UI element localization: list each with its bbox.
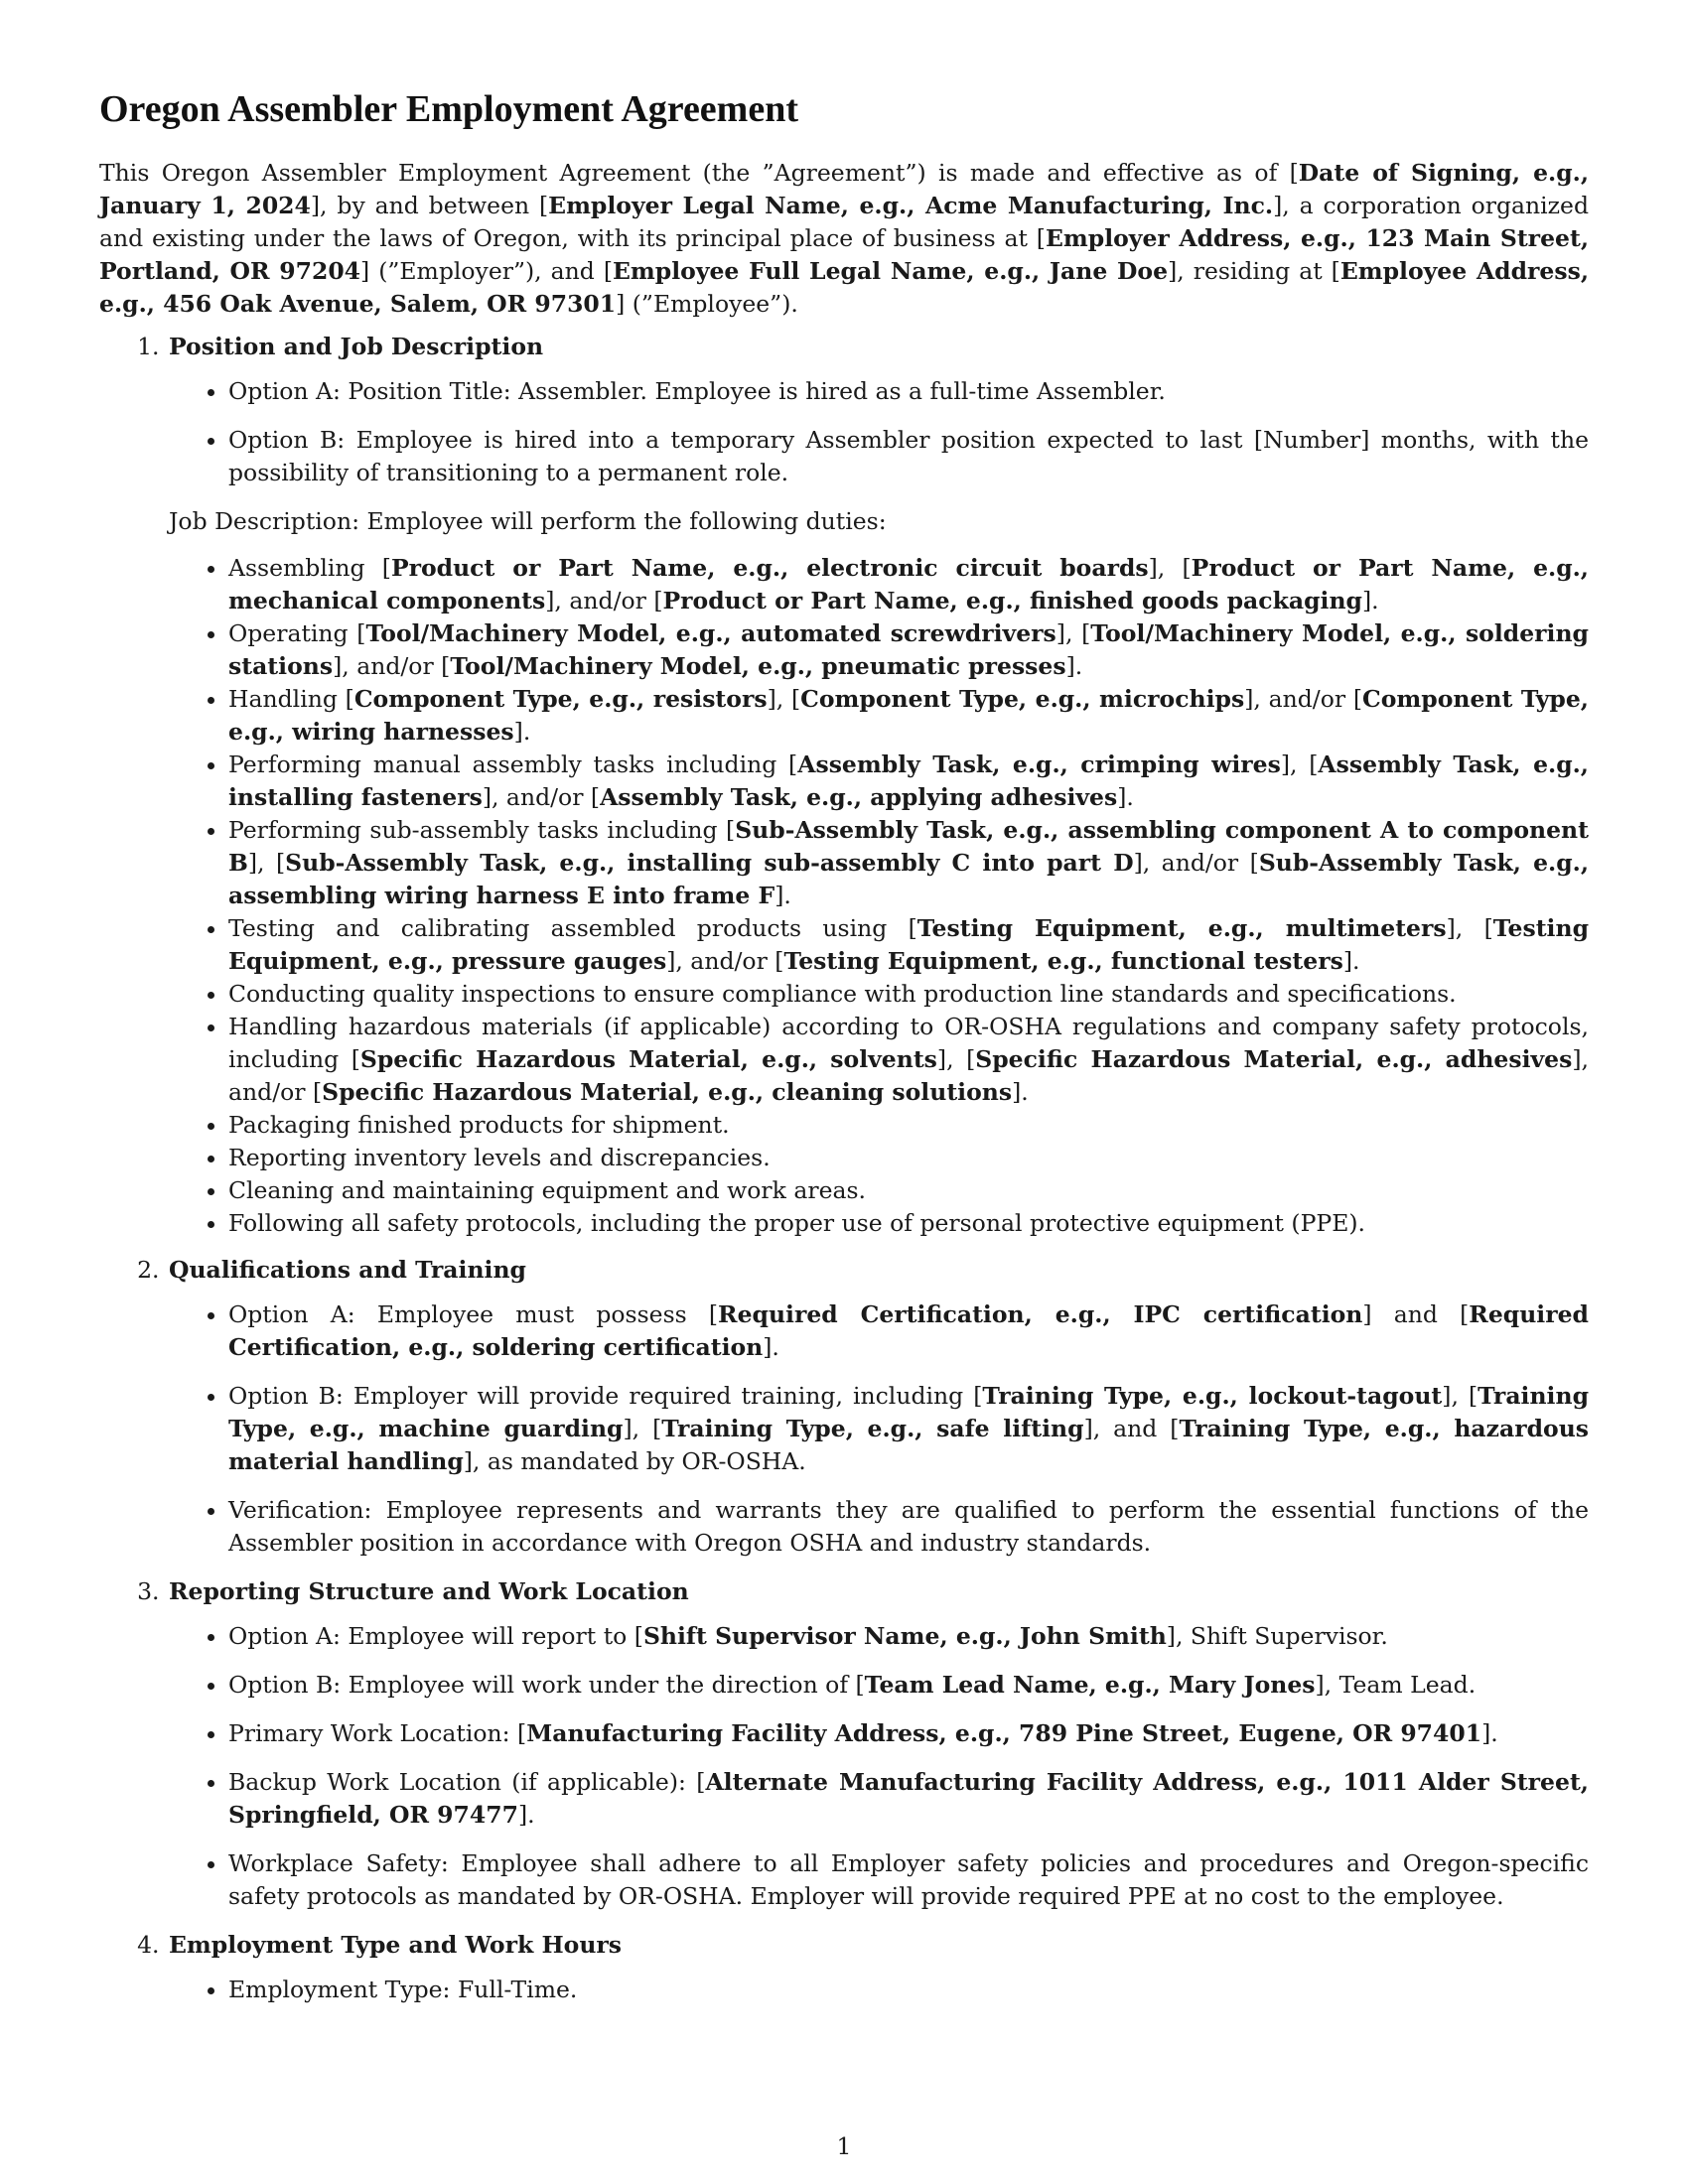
text-run: Testing and calibrating assembled products using [ [228,913,917,942]
text-run: ] (”Employer”), and [ [360,256,614,285]
placeholder-field: Shift Supervisor Name, e.g., John Smith [642,1621,1167,1650]
text-run: ], and/or [ [482,782,601,811]
intro-paragraph [99,157,1589,321]
text-run: Reporting inventory levels and discrepancies. [228,1143,771,1171]
section-2 [167,1254,1589,1560]
text-run: Following all safety protocols, including the proper use of personal protective equipment (PPE). [228,1208,1365,1237]
text-run: Handling [ [228,684,354,713]
list-item [228,1207,1589,1240]
placeholder-field: Specific Hazardous Material, e.g., solvents [359,1044,937,1073]
section-title: Position and Job Description [169,332,544,360]
placeholder-field: Tool/Machinery Model, e.g., pneumatic presses [450,651,1066,680]
text-run: ], Team Lead. [1315,1670,1477,1699]
document-title: Oregon Assembler Employment Agreement [99,88,798,130]
text-run: Assembling [ [228,553,391,582]
position-options-list [169,375,1589,489]
placeholder-field: Training Type, e.g., lockout-tagout [982,1381,1443,1410]
section-title: Employment Type and Work Hours [169,1930,623,1959]
placeholder-field: Employer Legal Name, e.g., Acme Manufacturing, Inc. [548,191,1274,219]
list-item [228,1847,1589,1913]
placeholder-field: Product or Part Name, e.g., electronic circuit boards [390,553,1149,582]
text-run: ], and/or [ [1133,848,1259,877]
text-run: Handling hazardous materials (if applicable) according to OR-OSHA regulations and company safety protocols, including [ [228,1012,1589,1073]
placeholder-field: Sub-Assembly Task, e.g., assembling wiring harness E into frame F [228,848,1590,909]
placeholder-field: Required Certification, e.g., soldering certification [228,1299,1589,1361]
text-run: ], [ [767,684,801,713]
placeholder-field: Team Lead Name, e.g., Mary Jones [864,1670,1316,1699]
list-item [228,683,1589,749]
list-item [228,552,1589,617]
text-run: ], a corporation organized and existing under the laws of Oregon, with its principal place of business at [ [99,191,1589,252]
text-run: Backup Work Location (if applicable): [ [228,1767,706,1796]
list-item [228,1380,1589,1478]
text-run: Option A: Employee will report to [ [228,1621,643,1650]
text-run: ]. [517,1800,535,1829]
text-run: ]. [1117,782,1134,811]
job-description-label: Job Description: Employee will perform the following duties: [169,506,887,535]
list-item [228,814,1589,912]
placeholder-field: Component Type, e.g., microchips [800,684,1245,713]
placeholder-field: Assembly Task, e.g., applying adhesives [600,782,1118,811]
text-run: Option B: Employee will work under the direction of [ [228,1670,865,1699]
placeholder-field: Training Type, e.g., machine guarding [228,1381,1589,1442]
text-run: Option A: Employee must possess [ [228,1299,719,1328]
qualifications-list [169,1298,1589,1560]
list-item [228,424,1589,489]
text-run: ], [ [247,848,286,877]
text-run: Performing sub-assembly tasks including [ [228,815,736,844]
list-item [228,1717,1589,1750]
text-run: ]. [513,717,531,746]
text-run: ], [ [1442,1381,1478,1410]
text-run: ]. [1342,946,1360,975]
document-page [99,89,1589,2022]
text-run: ], [ [936,1044,976,1073]
text-run: Packaging finished products for shipment. [228,1110,730,1139]
list-item [228,1620,1589,1653]
list-item [228,1174,1589,1207]
text-run: ], as mandated by OR-OSHA. [463,1446,806,1475]
placeholder-field: Product or Part Name, e.g., mechanical components [228,553,1589,614]
text-run: ]. [1012,1077,1029,1106]
text-run: ], and/or [ [1244,684,1363,713]
text-run: ], [ [1148,553,1192,582]
list-item [228,978,1589,1011]
text-run: Workplace Safety: Employee shall adhere to all Employer safety policies and procedures and Oregon-specific safety protocols as mandated by OR-OSHA. Employer will provide required PPE at no cost to the employee. [228,1848,1589,1910]
text-run: ]. [1065,651,1083,680]
reporting-list [169,1620,1589,1913]
text-run: ], [ [1055,618,1091,647]
list-item [228,749,1589,814]
list-item [228,912,1589,978]
placeholder-field: Alternate Manufacturing Facility Address, e.g., 1011 Alder Street, Springfield, OR 97477 [228,1767,1589,1829]
text-run: Employment Type: Full-Time. [228,1975,578,2003]
text-run: Conducting quality inspections to ensure compliance with production line standards and specifications. [228,979,1457,1008]
placeholder-field: Employer Address, e.g., 123 Main Street, Portland, OR 97204 [99,223,1590,285]
section-4 [167,1929,1589,2006]
text-run: ] and [ [1362,1299,1470,1328]
placeholder-field: Assembly Task, e.g., installing fasteners [228,750,1589,811]
text-run: ], and/or [ [666,946,784,975]
placeholder-field: Specific Hazardous Material, e.g., cleaning solutions [322,1077,1013,1106]
section-3 [167,1575,1589,1913]
text-run: Verification: Employee represents and warrants they are qualified to perform the essential functions of the Assembler position in accordance with Oregon OSHA and industry standards. [228,1495,1589,1557]
list-item [228,617,1589,683]
placeholder-field: Sub-Assembly Task, e.g., assembling component A to component B [228,815,1589,877]
text-run: Option A: Position Title: Assembler. Employee is hired as a full-time Assembler. [228,376,1166,405]
list-item [228,1766,1589,1832]
placeholder-field: Testing Equipment, e.g., pressure gauges [228,913,1590,975]
duties-list [169,552,1589,1240]
placeholder-field: Tool/Machinery Model, e.g., automated screwdrivers [365,618,1056,647]
text-run: ]. [1361,586,1379,614]
placeholder-field: Training Type, e.g., hazardous material handling [228,1414,1590,1475]
employment-type-list [169,1974,1589,2006]
text-run: ], and [ [1083,1414,1180,1442]
text-run: ]. [763,1332,779,1361]
text-run: ], and/or [ [228,1044,1589,1106]
placeholder-field: Employee Full Legal Name, e.g., Jane Doe [613,256,1169,285]
text-run: Option B: Employer will provide required training, including [ [228,1381,983,1410]
placeholder-field: Testing Equipment, e.g., multimeters [916,913,1447,942]
list-item [228,1011,1589,1109]
text-run: Option B: Employee is hired into a temporary Assembler position expected to last [Number] months, with the possibility of transitioning to a permanent role. [228,425,1589,486]
page-number: 1 [836,2132,852,2160]
placeholder-field: Component Type, e.g., wiring harnesses [228,684,1589,746]
placeholder-field: Required Certification, e.g., IPC certification [718,1299,1363,1328]
placeholder-field: Assembly Task, e.g., crimping wires [797,750,1281,778]
text-run: ], by and between [ [310,191,549,219]
text-run: ], residing at [ [1168,256,1340,285]
text-run: Operating [ [228,618,366,647]
text-run: ], [ [623,1414,662,1442]
placeholder-field: Employee Address, e.g., 456 Oak Avenue, Salem, OR 97301 [99,256,1590,318]
list-item [228,375,1589,408]
text-run: ] (”Employee”). [616,289,798,318]
list-item [228,1142,1589,1174]
text-run: This Oregon Assembler Employment Agreement (the ”Agreement”) is made and effective as of [ [99,158,1299,187]
placeholder-field: Testing Equipment, e.g., functional testers [783,946,1343,975]
placeholder-field: Tool/Machinery Model, e.g., soldering stations [228,618,1589,680]
placeholder-field: Specific Hazardous Material, e.g., adhesives [975,1044,1573,1073]
text-run: Primary Work Location: [ [228,1718,527,1747]
text-run: ], and/or [ [333,651,451,680]
text-run: ], Shift Supervisor. [1166,1621,1388,1650]
text-run: ]. [1481,1718,1498,1747]
placeholder-field: Component Type, e.g., resistors [353,684,768,713]
list-item [228,1974,1589,2006]
list-item [228,1669,1589,1702]
text-run: ]. [774,881,791,909]
list-item [228,1298,1589,1364]
list-item [228,1494,1589,1560]
placeholder-field: Training Type, e.g., safe lifting [661,1414,1084,1442]
list-item [228,1109,1589,1142]
text-run: ], and/or [ [545,586,663,614]
placeholder-field: Sub-Assembly Task, e.g., installing sub-assembly C into part D [285,848,1134,877]
text-run: ], [ [1280,750,1319,778]
section-title: Reporting Structure and Work Location [169,1576,689,1605]
section-title: Qualifications and Training [169,1255,526,1284]
section-list [99,331,1589,2006]
placeholder-field: Product or Part Name, e.g., finished goods packaging [662,586,1362,614]
text-run: Performing manual assembly tasks including [ [228,750,798,778]
placeholder-field: Manufacturing Facility Address, e.g., 789 Pine Street, Eugene, OR 97401 [526,1718,1482,1747]
placeholder-field: Date of Signing, e.g., January 1, 2024 [99,158,1589,219]
section-1 [167,331,1589,1240]
text-run: ], [ [1446,913,1493,942]
text-run: Cleaning and maintaining equipment and work areas. [228,1175,867,1204]
